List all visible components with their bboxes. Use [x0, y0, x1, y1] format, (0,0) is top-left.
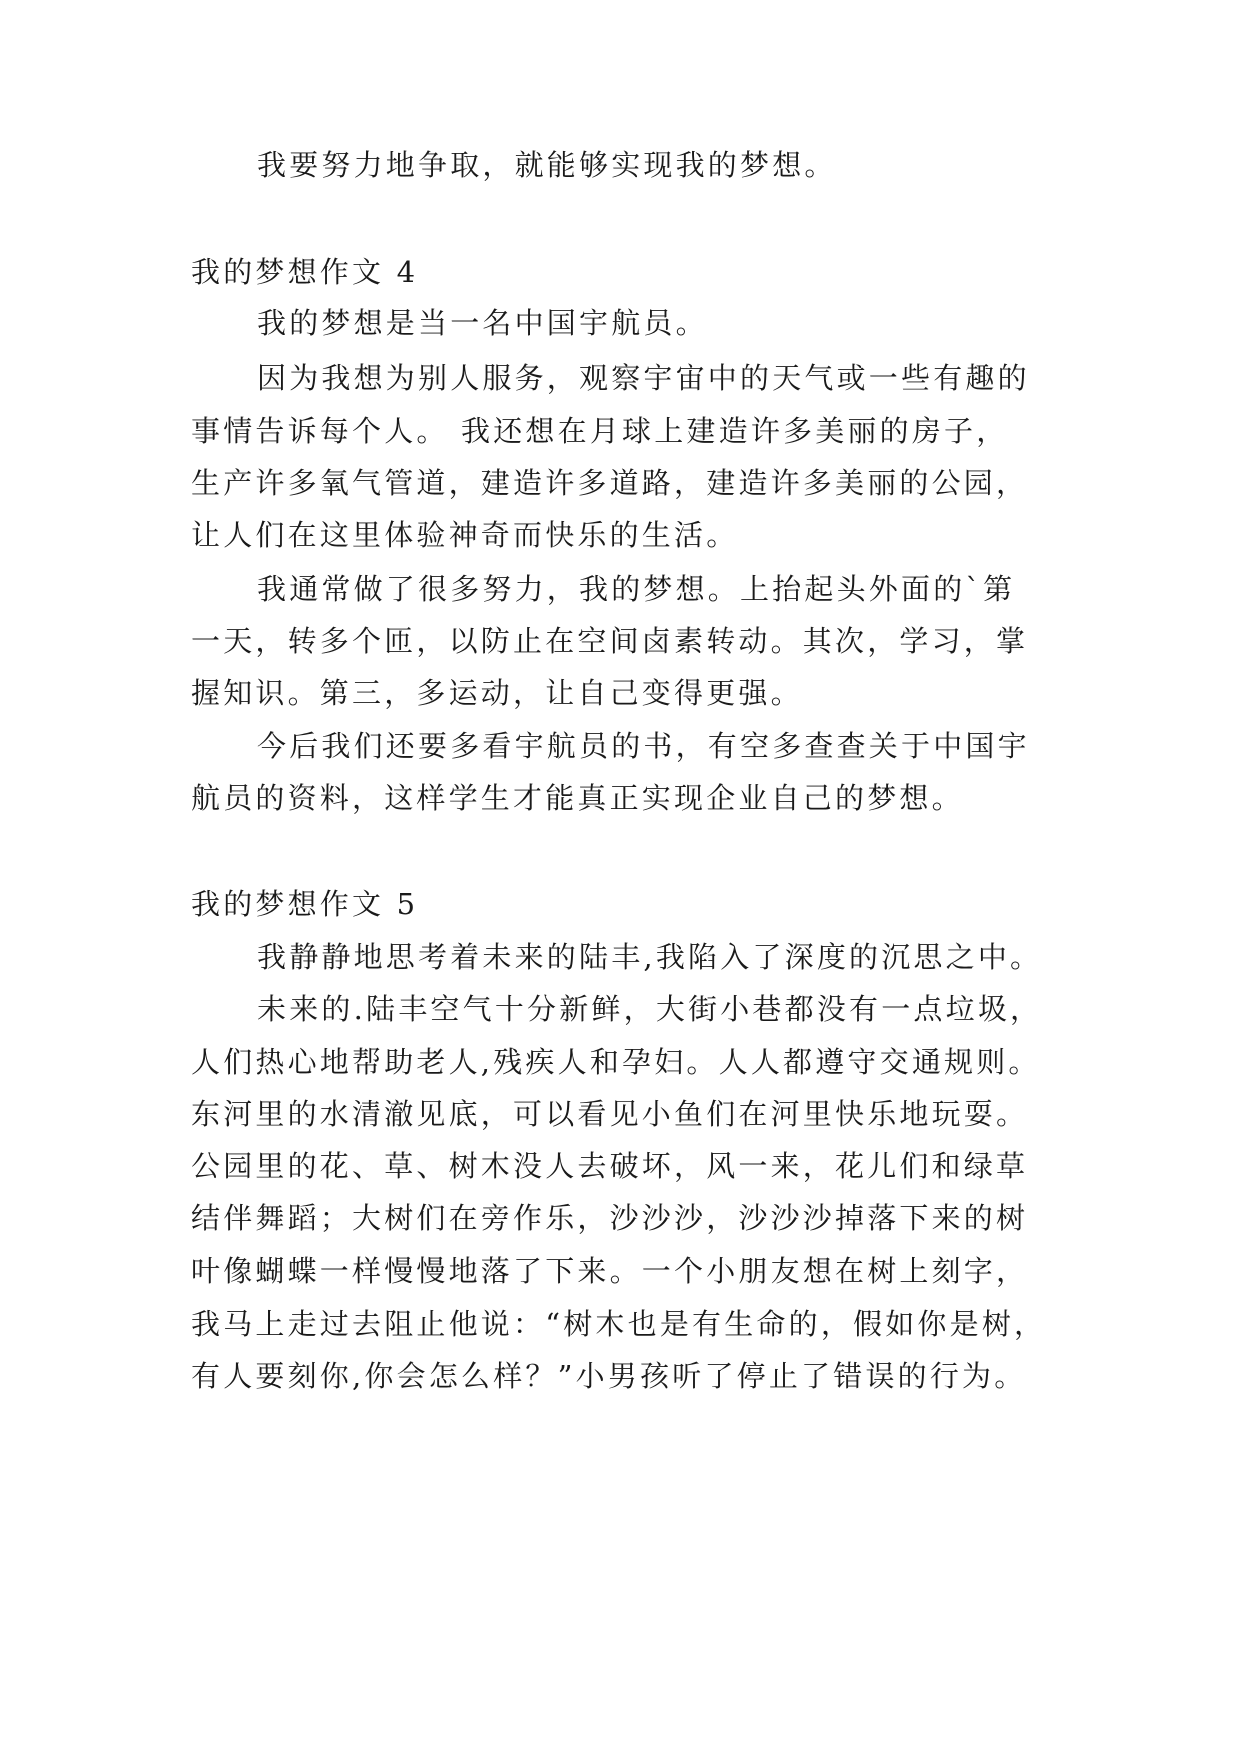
paragraph-line: 因为我想为别人服务，观察宇宙中的天气或一些有趣的: [257, 361, 1030, 395]
paragraph-line: 叶像蝴蝶一样慢慢地落了下来。一个小朋友想在树上刻字，: [191, 1254, 1029, 1288]
paragraph-line: 我静静地思考着未来的陆丰,我陷入了深度的沉思之中。: [257, 940, 1043, 974]
section-5-heading: 我的梦想作文 5: [191, 887, 419, 921]
paragraph-line: 航员的资料，这样学生才能真正实现企业自己的梦想。: [191, 781, 964, 815]
section-4-heading: 我的梦想作文 4: [191, 255, 419, 289]
paragraph-line: 我马上走过去阻止他说：“树木也是有生命的，假如你是树，: [191, 1307, 1047, 1341]
paragraph-line: 有人要刻你,你会怎么样？”小男孩听了停止了错误的行为。: [191, 1359, 1027, 1393]
paragraph-line: 今后我们还要多看宇航员的书，有空多查查关于中国宇: [257, 729, 1030, 763]
paragraph-line: 一天，转多个匝，以防止在空间卤素转动。其次，学习，掌: [191, 624, 1029, 658]
paragraph-line: 东河里的水清澈见底，可以看见小鱼们在河里快乐地玩耍。: [191, 1097, 1029, 1131]
paragraph-line: 我通常做了很多努力，我的梦想。上抬起头外面的`第: [257, 572, 1016, 606]
closing-paragraph-line: 我要努力地争取，就能够实现我的梦想。: [257, 148, 837, 182]
paragraph-line: 让人们在这里体验神奇而快乐的生活。: [191, 518, 739, 552]
paragraph-line: 公园里的花、草、树木没人去破坏，风一来，花儿们和绿草: [191, 1149, 1029, 1183]
paragraph-line: 我的梦想是当一名中国宇航员。: [257, 306, 708, 340]
paragraph-line: 人们热心地帮助老人,残疾人和孕妇。人人都遵守交通规则。: [191, 1045, 1041, 1079]
paragraph-line: 生产许多氧气管道，建造许多道路，建造许多美丽的公园，: [191, 466, 1029, 500]
paragraph-line: 握知识。第三，多运动，让自己变得更强。: [191, 676, 803, 710]
paragraph-line: 未来的.陆丰空气十分新鲜，大街小巷都没有一点垃圾，: [257, 992, 1043, 1026]
paragraph-line: 结伴舞蹈；大树们在旁作乐，沙沙沙，沙沙沙掉落下来的树: [191, 1201, 1029, 1235]
paragraph-line: 事情告诉每个人。 我还想在月球上建造许多美丽的房子，: [191, 414, 1009, 448]
